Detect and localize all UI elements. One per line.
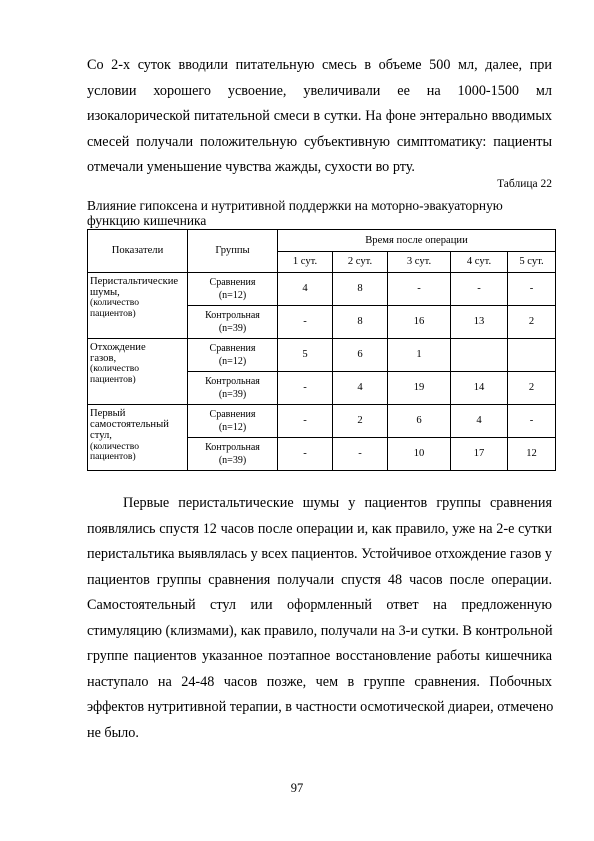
value-cell: - [388,273,451,306]
indicator-line: шумы, [90,287,120,299]
value-cell: 6 [333,339,388,372]
header-groups: Группы [188,230,278,273]
value-cell: 4 [451,405,508,438]
value-cell: - [333,438,388,471]
text-line: не было. [87,724,139,741]
value-cell: 6 [388,405,451,438]
page-number: 97 [290,781,304,795]
group-name: Сравнения [209,409,256,420]
value-cell: - [278,372,333,405]
paragraph-intro [87,53,552,181]
caption-line: функцию кишечника [87,212,207,228]
text-line: стимуляцию (клизмами), как правило, получали на 3-и сутки. В контрольной [87,622,553,639]
table-row [88,339,556,372]
group-n: (n=12) [218,290,247,301]
group-cell [188,438,278,471]
group-n: (n=12) [218,356,247,367]
value-cell: 2 [508,372,556,405]
value-cell: 16 [388,306,451,339]
text-line: эффектов нутритивной терапии, в частности осмотической диареи, отмечено [87,699,554,715]
header-day: 4 сут. [451,252,508,273]
group-n: (n=39) [218,455,247,466]
paragraph-results [87,491,552,746]
indicator-cell [88,339,188,405]
value-cell: - [508,405,556,438]
indicator-line: пациентов) [90,373,136,385]
value-cell: 2 [508,306,556,339]
group-name: Сравнения [209,277,256,288]
value-cell: - [278,306,333,339]
table-row [88,273,556,306]
text-line: пациентов группы сравнения получали спустя 48 часов после операции. [87,571,552,588]
value-cell: 14 [451,372,508,405]
group-cell [188,306,278,339]
value-cell: 17 [451,438,508,471]
value-cell: 12 [508,438,556,471]
header-day: 5 сут. [508,252,556,273]
value-cell: - [278,438,333,471]
value-cell: 10 [388,438,451,471]
header-time-after-surgery: Время после операции [278,230,556,252]
indicator-line: пациентов) [90,451,136,463]
group-cell [188,339,278,372]
value-cell: 8 [333,306,388,339]
header-indicators: Показатели [88,230,188,273]
value-cell: 8 [333,273,388,306]
value-cell: 5 [278,339,333,372]
text-line: Самостоятельный стул или оформленный ответ на предложенную [87,597,552,613]
text-line: появлялись спустя 12 часов после операции и, как правило, уже на 2-е сутки [87,520,552,537]
text-line: отмечали уменьшение чувства жажды, сухости во рту. [87,159,415,175]
value-cell: - [278,405,333,438]
text-line: группе пациентов указанное поэтапное восстановление работы кишечника [87,648,552,664]
table-row [88,405,556,438]
indicator-line: (количество [90,297,139,309]
indicator-line: газов, [90,353,117,365]
indicator-line: Отхождение [90,342,146,353]
group-cell [188,273,278,306]
value-cell: 4 [333,372,388,405]
table-caption [87,199,557,228]
group-name: Контрольная [205,442,260,453]
group-name: Сравнения [209,343,256,354]
group-n: (n=12) [218,422,247,433]
header-day: 1 сут. [278,252,333,273]
text-line: Со 2-х суток вводили питательную смесь в объеме 500 мл, далее, при [87,57,552,73]
header-day: 3 сут. [388,252,451,273]
value-cell: - [451,273,508,306]
indicator-line: (количество [90,363,139,375]
value-cell [508,339,556,372]
text-line: смесей получали положительную субъективную симптоматику: пациенты [87,133,552,150]
results-table [87,229,556,471]
group-cell [188,405,278,438]
group-n: (n=39) [218,323,247,334]
group-n: (n=39) [218,389,247,400]
indicator-line: (количество [90,440,139,452]
indicator-cell [88,405,188,471]
value-cell: 19 [388,372,451,405]
value-cell: 2 [333,405,388,438]
indicator-line: пациентов) [90,307,136,319]
indicator-line: стул, [90,430,112,442]
header-day: 2 сут. [333,252,388,273]
indicator-line: Первый [90,408,126,419]
text-line: наступало на 24-48 часов позже, чем в группе сравнения. Побочных [87,673,552,690]
value-cell [451,339,508,372]
table-label: Таблица 22 [497,178,552,190]
value-cell: - [508,273,556,306]
text-line: изокалорической питательной смеси в сутки. На фоне энтерально вводимых [87,108,552,124]
value-cell: 1 [388,339,451,372]
indicator-cell [88,273,188,339]
indicator-line: Перистальтические [90,276,179,287]
text-line: перистальтика выявлялась у всех пациентов. Устойчивое отхождение газов у [87,546,552,562]
group-cell [188,372,278,405]
caption-line: Влияние гипоксена и нутритивной поддержки на моторно-эвакуаторную [87,198,503,213]
text-line: Первые перистальтические шумы у пациентов группы сравнения [123,495,552,511]
indicator-line: самостоятельный [90,419,169,431]
value-cell: 13 [451,306,508,339]
group-name: Контрольная [205,376,260,387]
text-line: условии хорошего усвоение, увеличивали ее на 1000-1500 мл [87,82,552,99]
group-name: Контрольная [205,310,260,321]
value-cell: 4 [278,273,333,306]
